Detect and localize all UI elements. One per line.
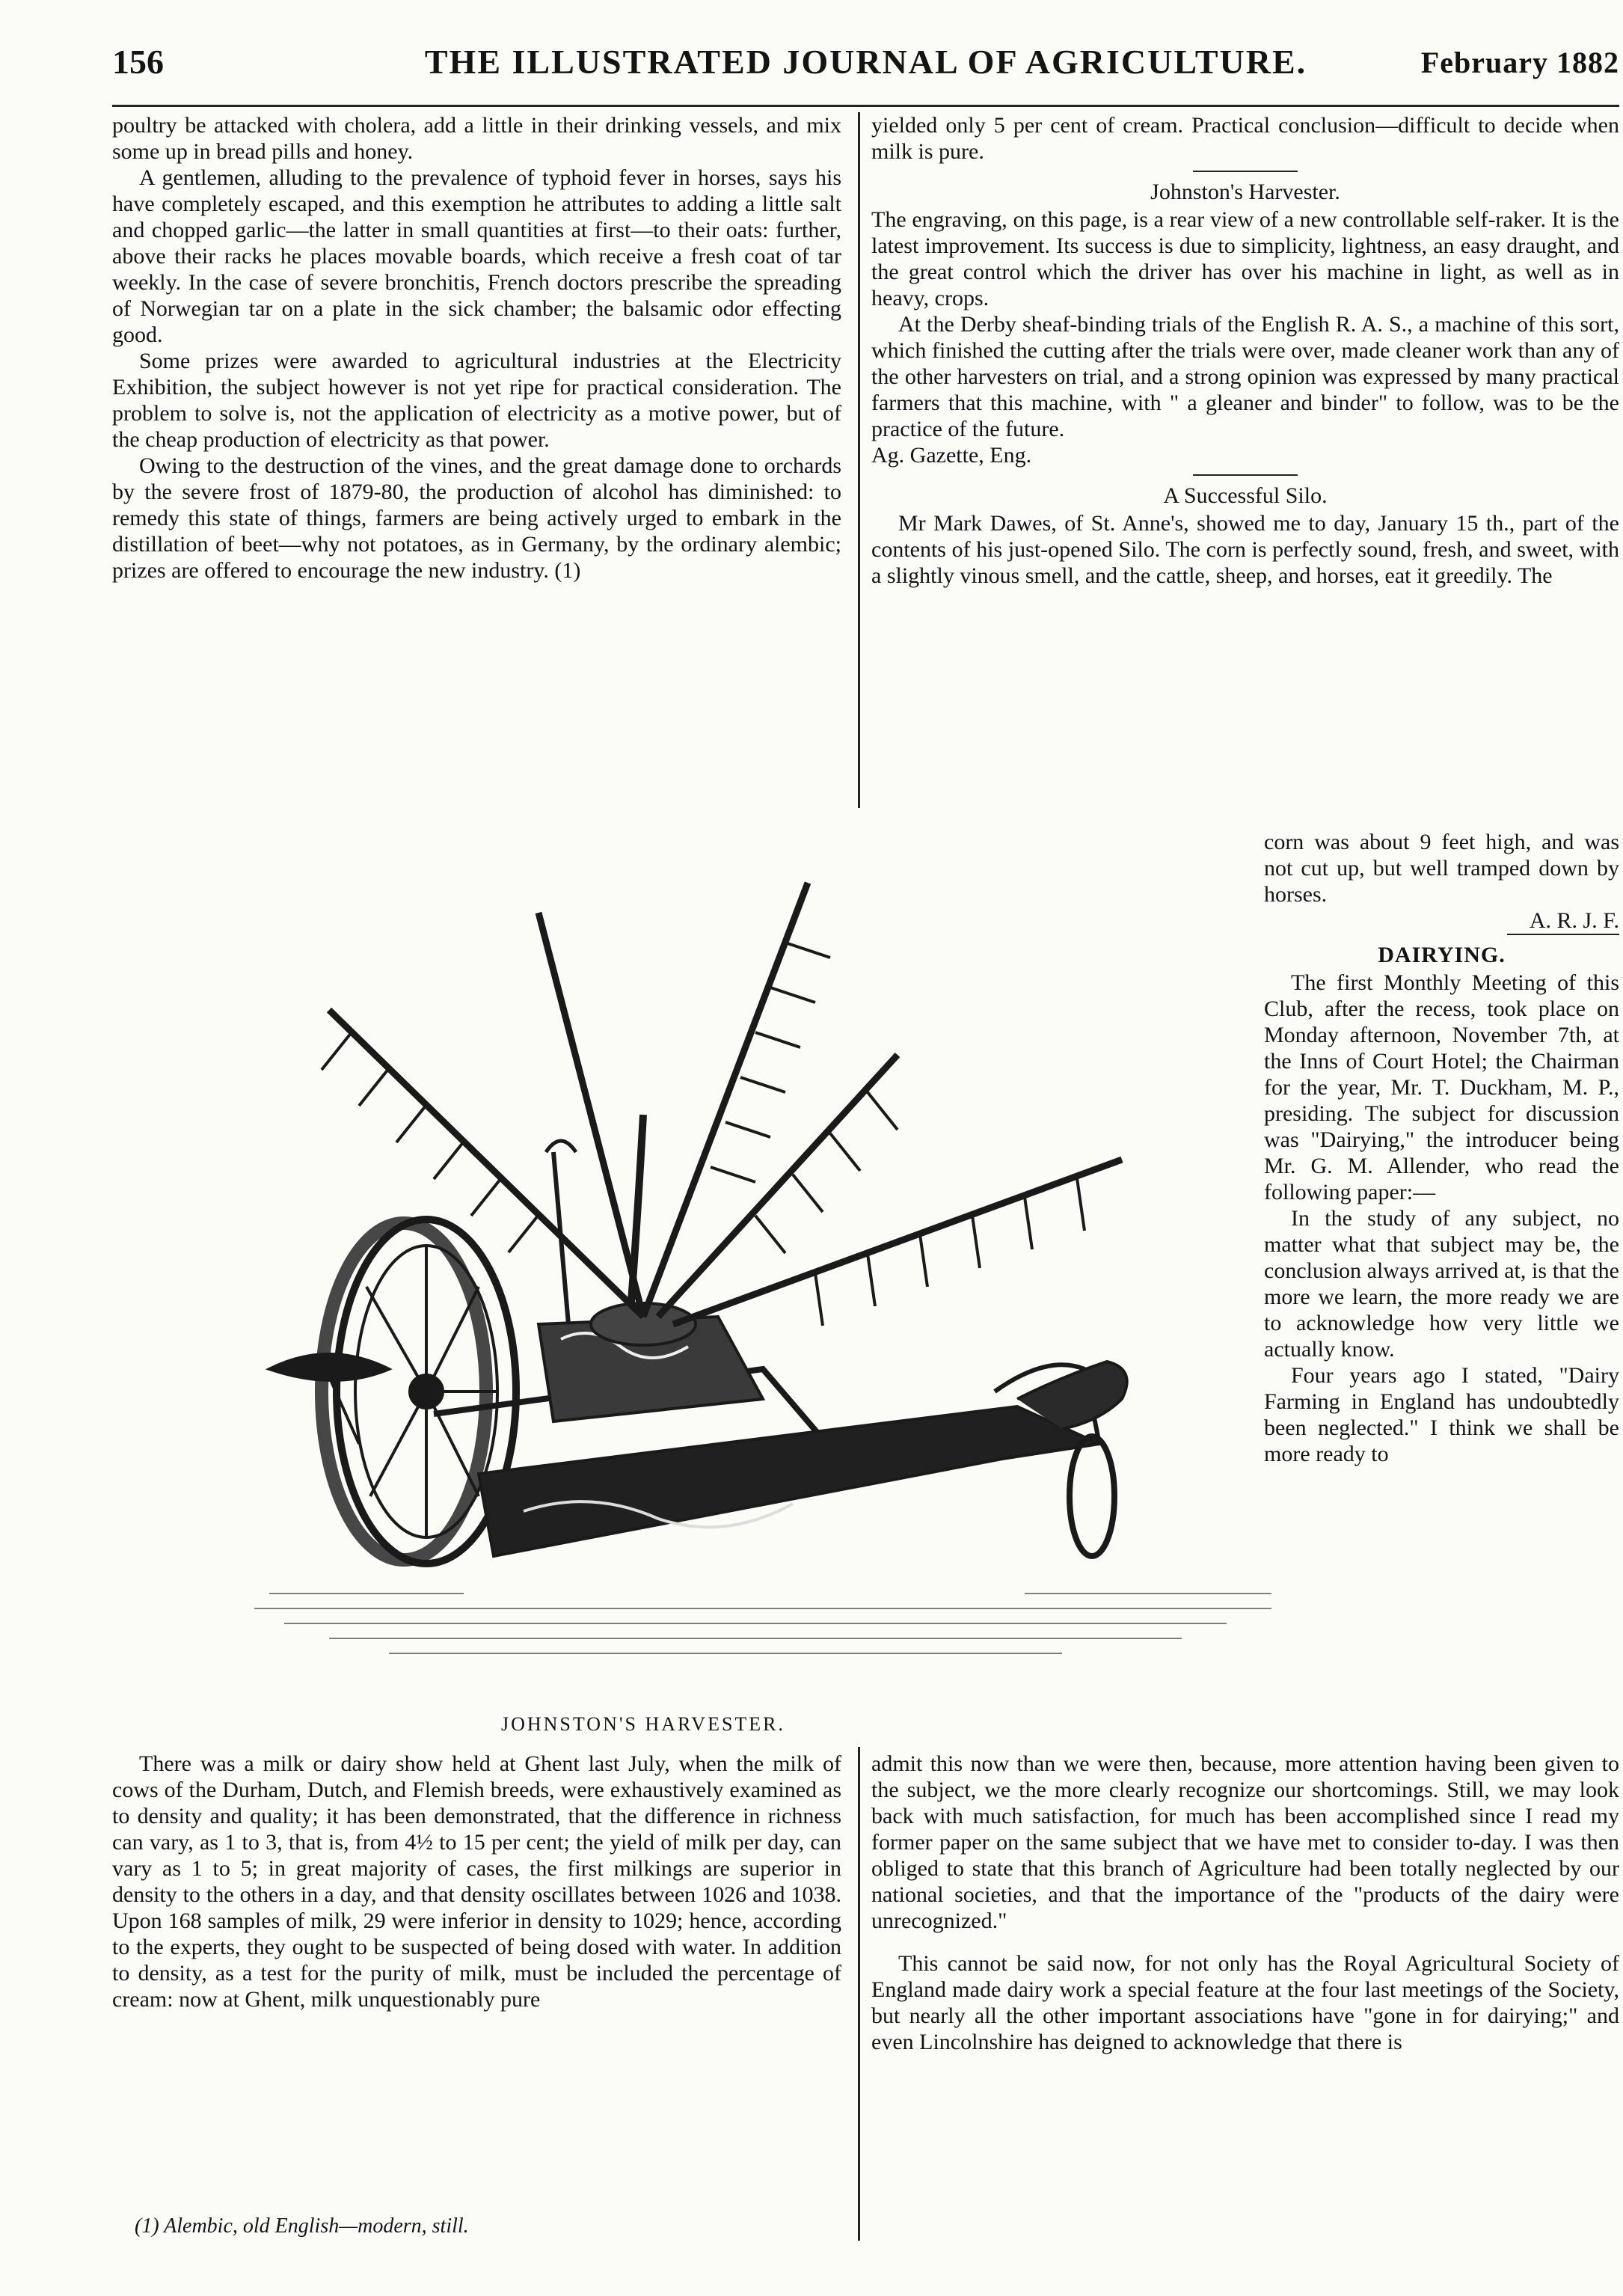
source-line: Ag. Gazette, Eng. — [871, 443, 1032, 468]
heading-silo: A Successful Silo. — [1163, 483, 1328, 508]
right-column-top — [871, 112, 1619, 589]
paragraph-silo-cont: corn was about 9 feet high, and was not cut up, but well tramped down by horses. — [1264, 830, 1619, 907]
paragraph-dairying-1: The first Monthly Meeting of this Club, after the recess, took place on Monday afternoon, November 7th, at the Inns of Court Hotel; the Chairman for the year, Mr. T. Duckham, M. P., presiding. The subject for discussion was "Dairying," the introducer being Mr. G. M. Allender, who read the following paper:— — [1264, 970, 1619, 1204]
heading-harvester: Johnston's Harvester. — [1150, 180, 1340, 204]
left-column-top — [112, 112, 841, 584]
footnote: (1) Alembic, old English—modern, still. — [135, 2214, 469, 2238]
paragraph-cream: yielded only 5 per cent of cream. Practical conclusion—difficult to decide when milk is pure. — [871, 113, 1619, 164]
journal-title: THE ILLUSTRATED JOURNAL OF AGRICULTURE. — [424, 43, 1307, 81]
column-divider-bottom — [858, 1747, 860, 2241]
header-rule — [112, 105, 1619, 107]
section-rule — [1507, 934, 1619, 935]
section-rule — [1193, 474, 1298, 476]
paragraph-poultry: poultry be attacked with cholera, add a little in their drinking vessels, and mix some up in bread pills and honey. — [112, 113, 841, 164]
right-column-bottom — [871, 1751, 1619, 2055]
paragraph-electricity: Some prizes were awarded to agricultural industries at the Electricity Exhibition, the subject however is not yet ripe for practical consideration. The problem to solve is, not the application of electricity as a motive power, but of the cheap production of electricity as that power. — [112, 349, 841, 452]
figure-caption: JOHNSTON'S HARVESTER. — [500, 1713, 786, 1735]
heading-dairying: DAIRYING. — [1378, 943, 1506, 967]
paragraph-typhoid: A gentlemen, alluding to the prevalence of typhoid fever in horses, says his have completely escaped, and this exemption he attributes to adding a little salt and chopped garlic—the latter in small quantities at first—to their oats: further, above their racks he places movable boards, which receive a fresh coat of tar weekly. In the case of severe bronchitis, French doctors prescribe the spreading of Norwegian tar on a plate in the sick chamber; the balsamic odor effecting good. — [112, 165, 841, 347]
page-number: 156 — [112, 43, 164, 81]
harvester-illustration — [239, 800, 1286, 1713]
paragraph-alcohol: Owing to the destruction of the vines, and the great damage done to orchards by the severe frost of 1879-80, the production of alcohol has diminished: to remedy this state of things, farmers are being actively urged to embark in the distillation of beet—why not potatoes, as in Germany, by the ordinary alembic; prizes are offered to encourage the new industry. (1) — [112, 453, 841, 583]
paragraph-harvester-1: The engraving, on this page, is a rear view of a new controllable self-raker. It is the latest improvement. Its success is due to simplicity, lightness, an easy draught, and the great control which the driver has over his machine in light, as well as in heavy, crops. — [871, 207, 1619, 310]
page-header — [112, 42, 1619, 94]
paragraph-dairying-4: This cannot be said now, for not only has the Royal Agricultural Society of England made dairy work a special feature at the four last meetings of the Society, but nearly all the other important associations have "gone in for dairying;" and even Lincolnshire has deigned to acknowledge that there is — [871, 1951, 1619, 2054]
right-column-narrow — [1264, 829, 1619, 1467]
paragraph-ghent: There was a milk or dairy show held at Ghent last July, when the milk of cows of the Durham, Dutch, and Flemish breeds, were exhaustively examined as to density and quality; it has been demonstrated, that the difference in richness can vary, as 1 to 3, that is, from 4½ to 15 per cent; the yield of milk per day, can vary as 1 to 5; in great majority of cases, the first milkings are superior in density to the others in a day, and that density oscillates between 1026 and 1038. Upon 168 samples of milk, 29 were inferior in density to 1029; hence, according to the experts, they ought to be suspected of being dosed with water. In addition to density, as a test for the purity of milk, must be included the percentage of cream: now at Ghent, milk unquestionably pure — [112, 1751, 841, 2012]
paragraph-dairying-3-cont: admit this now than we were then, because, more attention having been given to the subject, we the more clearly recognize our shortcomings. Still, we may look back with much satisfaction, for much has been accomplished since I read my former paper on the same subject that we have met to consider to-day. I was then obliged to state that this branch of Agriculture had been totally neglected by our national societies, and that the importance of the "products of the dairy were unrecognized." — [871, 1751, 1619, 1933]
column-divider-top — [858, 112, 860, 808]
signature: A. R. J. F. — [1529, 908, 1619, 933]
left-column-bottom — [112, 1751, 841, 2012]
paragraph-dairying-3: Four years ago I stated, "Dairy Farming in England has undoubtedly been neglected." I think we shall be more ready to — [1264, 1363, 1619, 1466]
paragraph-dairying-2: In the study of any subject, no matter what that subject may be, the conclusion always arrived at, is that the more we learn, the more ready we are to acknowledge how very little we actually know. — [1264, 1206, 1619, 1362]
paragraph-silo: Mr Mark Dawes, of St. Anne's, showed me to day, January 15 th., part of the contents of his just-opened Silo. The corn is perfectly sound, fresh, and sweet, with a slightly vinous smell, and the cattle, sheep, and horses, eat it greedily. The — [871, 511, 1619, 588]
paragraph-harvester-2: At the Derby sheaf-binding trials of the English R. A. S., a machine of this sort, which finished the cutting after the trials were over, made cleaner work than any of the other harvesters on trial, and a strong opinion was expressed by many practical farmers that this machine, with " a gleaner and binder" to follow, was to be the practice of the future. — [871, 312, 1619, 441]
issue-date: February 1882 — [1420, 46, 1619, 79]
section-rule — [1193, 171, 1298, 172]
